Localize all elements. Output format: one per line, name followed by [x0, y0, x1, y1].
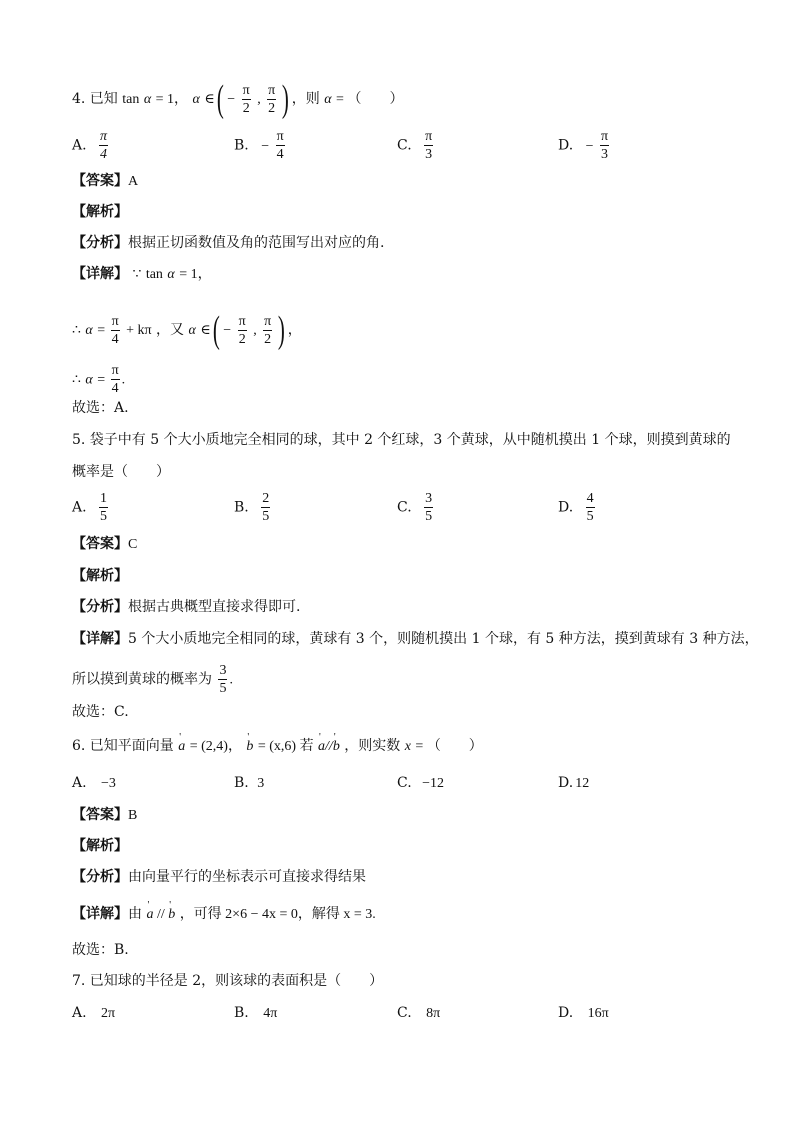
- minus-sign: −: [227, 92, 236, 107]
- q5-fenxi: [72, 597, 300, 617]
- fenxi-text: 由向量平行的坐标表示可直接求得结果: [128, 869, 366, 885]
- numerator: π: [264, 313, 272, 329]
- fraction-pi-over-4: [111, 362, 120, 397]
- xiangjie-text: 5 个大小质地完全相同的球，黄球有 3 个，则随机摸出 1 个球，有 5 种方法，摸到黄球有 3 种方法，: [128, 631, 759, 647]
- q5-option-c: [397, 490, 435, 525]
- q5-stem-line1: 5. 袋子中有 5 个大小质地完全相同的球，其中 2 个红球，3 个黄球，从中随机摸出 1 个球，则摸到黄球的: [72, 432, 731, 448]
- alpha-symbol: α: [324, 92, 332, 107]
- option-letter: A.: [72, 775, 87, 791]
- fenxi-label: 【分析】: [72, 235, 128, 251]
- option-letter: B.: [234, 137, 249, 154]
- denominator: 5: [586, 509, 594, 524]
- q5-option-a: [72, 490, 110, 525]
- equals: =: [97, 372, 109, 388]
- q6-xiangjie: [72, 904, 376, 925]
- q4-analysis-label: 【解析】: [72, 204, 128, 220]
- q5-answer: [72, 534, 137, 555]
- denominator: 5: [262, 509, 270, 524]
- denominator: 2: [268, 100, 276, 116]
- vector-b: ' b: [246, 737, 253, 757]
- numerator: 3: [219, 663, 227, 678]
- option-letter: B.: [234, 775, 249, 791]
- numerator: π: [242, 82, 250, 98]
- answer-blank: （ ）: [426, 738, 483, 754]
- numerator: π: [276, 129, 284, 144]
- q6-option-a: [72, 773, 116, 794]
- right-paren: ): [277, 309, 285, 351]
- alpha-symbol: α: [143, 92, 152, 107]
- option-letter: A.: [72, 1005, 87, 1021]
- denominator: 4: [276, 147, 284, 162]
- q7-option-d: [558, 1003, 609, 1024]
- fraction-pi-over-2: [238, 313, 247, 348]
- q5-xiangjie-line2: [72, 662, 233, 697]
- vector-b-value: = (x,6) 若: [257, 739, 314, 754]
- answer-label: 【答案】: [72, 807, 128, 823]
- numerator: π: [100, 129, 108, 144]
- option-fraction: [261, 490, 270, 525]
- answer-label: 【答案】: [72, 536, 128, 552]
- alpha-symbol: α: [188, 323, 196, 338]
- q5-analysis-label: 【解析】: [72, 568, 128, 584]
- alpha-symbol: α: [192, 92, 200, 107]
- denominator: 4: [100, 147, 108, 162]
- q6-conclusion: 故选：B.: [72, 942, 129, 958]
- comma: ,: [257, 92, 261, 107]
- denominator: 3: [601, 147, 609, 162]
- numerator: π: [111, 363, 119, 378]
- option-fraction: [424, 490, 433, 525]
- option-value: 8π: [426, 1006, 441, 1021]
- option-letter: A.: [72, 499, 87, 516]
- numerator: 2: [262, 491, 270, 506]
- element-of: ∈: [204, 92, 219, 107]
- option-fraction: [276, 128, 285, 163]
- q7-option-a: [72, 1003, 115, 1024]
- option-letter: D.: [558, 499, 574, 516]
- eq-one: = 1，: [155, 92, 189, 107]
- xiangjie-label: 【详解】: [72, 906, 128, 922]
- q6-stem: [72, 736, 483, 757]
- vector-a-value: = (2,4)，: [189, 739, 242, 754]
- q6-analysis-label: 【解析】: [72, 838, 128, 854]
- denominator: 2: [242, 100, 250, 116]
- q4-option-d: [558, 128, 611, 163]
- q6-stem-prefix: 6. 已知平面向量: [72, 738, 174, 754]
- numerator: π: [111, 313, 119, 329]
- parallel-symbol: //: [153, 907, 169, 922]
- option-letter: B.: [234, 1005, 249, 1021]
- option-letter: A.: [72, 137, 87, 154]
- option-letter: D.: [558, 137, 574, 154]
- vector-a: ' a: [318, 737, 325, 757]
- denominator: 4: [111, 331, 119, 347]
- option-value: 3: [257, 776, 265, 791]
- q7-option-c: [397, 1003, 440, 1024]
- you-text: 由: [128, 906, 142, 922]
- denominator: 4: [111, 381, 119, 396]
- numerator: π: [268, 82, 276, 98]
- q6-option-d: [558, 773, 589, 794]
- then-text: ，则实数: [344, 738, 401, 754]
- minus-sign: −: [261, 138, 270, 154]
- option-value: 4π: [263, 1006, 278, 1021]
- left-paren: (: [217, 78, 224, 120]
- q5-option-d: [558, 490, 597, 525]
- option-fraction: [586, 490, 595, 525]
- comma: ，: [287, 322, 302, 338]
- q4-step-3: [72, 362, 125, 397]
- alpha-symbol: α: [85, 323, 93, 338]
- q4-stem: [72, 80, 403, 118]
- answer-value: B: [128, 808, 138, 823]
- xiangjie-label: 【详解】: [72, 266, 128, 282]
- xiangjie-text: ，可得 2×6 − 4x = 0，解得 x = 3.: [179, 907, 376, 922]
- fraction-pi-over-2: [267, 82, 276, 117]
- therefore-symbol: ∴: [72, 323, 81, 338]
- option-letter: B.: [234, 499, 249, 516]
- option-letter: C.: [397, 499, 412, 516]
- option-value: 12: [575, 776, 590, 791]
- xiangjie-label: 【详解】: [72, 631, 128, 647]
- because-symbol: ∵: [132, 267, 142, 282]
- numerator: π: [425, 129, 433, 144]
- left-paren: (: [213, 309, 220, 351]
- denominator: 3: [425, 147, 433, 162]
- option-value: 16π: [587, 1006, 609, 1021]
- option-value: −3: [101, 776, 116, 791]
- q6-option-b: [234, 773, 264, 794]
- right-paren: ): [281, 78, 289, 120]
- fenxi-text: 根据正切函数值及角的范围写出对应的角.: [128, 235, 385, 251]
- numerator: π: [601, 129, 609, 144]
- probability-fraction: [218, 662, 227, 697]
- equals: =: [336, 92, 348, 107]
- tan-function: tan: [122, 92, 140, 107]
- minus-sign: −: [223, 323, 232, 338]
- answer-blank: （ ）: [347, 91, 404, 107]
- q4-step-2: [72, 311, 302, 349]
- numerator: 1: [100, 491, 108, 506]
- fenxi-label: 【分析】: [72, 869, 128, 885]
- answer-value: C: [128, 537, 138, 552]
- answer-value: A: [128, 174, 139, 189]
- fraction-pi-over-2: [263, 313, 272, 348]
- vector-b: ' b: [168, 905, 175, 925]
- option-fraction: [99, 128, 108, 163]
- also-text: ，又: [156, 322, 185, 338]
- q6-fenxi: [72, 867, 366, 887]
- vector-a: ' a: [146, 905, 153, 925]
- option-letter: C.: [397, 137, 412, 154]
- plus-k-pi: + kπ: [126, 323, 152, 338]
- denominator: 5: [100, 509, 108, 524]
- fraction-pi-over-4: [111, 313, 120, 348]
- alpha-symbol: α: [167, 267, 175, 282]
- fenxi-label: 【分析】: [72, 599, 128, 615]
- q5-option-b: [234, 490, 272, 525]
- numerator: 3: [425, 491, 433, 506]
- denominator: 2: [264, 331, 272, 347]
- option-value: 2π: [101, 1006, 116, 1021]
- alpha-symbol: α: [85, 372, 93, 388]
- q4-option-a: [72, 128, 110, 163]
- q5-stem-line2: 概率是（ ）: [72, 464, 170, 480]
- numerator: π: [238, 313, 246, 329]
- parallel-symbol: //: [325, 739, 333, 754]
- q7-option-b: [234, 1003, 277, 1024]
- eq-one: = 1，: [179, 267, 212, 282]
- option-fraction: [600, 128, 609, 163]
- tan-function: tan: [145, 267, 163, 282]
- minus-sign: −: [585, 138, 594, 154]
- equals: =: [415, 739, 427, 754]
- period: .: [121, 372, 126, 388]
- q4-stem-prefix: 4. 已知: [72, 91, 118, 107]
- q4-fenxi: [72, 233, 384, 253]
- option-letter: D.: [558, 775, 574, 791]
- denominator: 5: [425, 509, 433, 524]
- equals: =: [97, 323, 109, 338]
- option-fraction: [424, 128, 433, 163]
- denominator: 5: [219, 681, 227, 696]
- option-letter: D.: [558, 1005, 574, 1021]
- option-fraction: [99, 490, 108, 525]
- fenxi-text: 根据古典概型直接求得即可.: [128, 599, 301, 615]
- option-letter: C.: [397, 1005, 412, 1021]
- denominator: 2: [238, 331, 246, 347]
- therefore-symbol: ∴: [72, 372, 81, 388]
- period: .: [229, 672, 233, 688]
- numerator: 4: [586, 491, 594, 506]
- q7-stem: 7. 已知球的半径是 2，则该球的表面积是（ ）: [72, 973, 384, 989]
- fraction-pi-over-2: [242, 82, 251, 117]
- comma: ,: [253, 323, 257, 338]
- option-letter: C.: [397, 775, 412, 791]
- q4-xiangjie: [72, 264, 212, 285]
- vector-b: ' b: [333, 737, 340, 757]
- q4-option-c: [397, 128, 435, 163]
- q4-answer: [72, 171, 138, 192]
- answer-label: 【答案】: [72, 173, 128, 189]
- element-of: ∈: [200, 323, 215, 338]
- then-text: ，则: [291, 91, 320, 107]
- q4-option-b: [234, 128, 287, 163]
- vector-a: ' a: [178, 737, 185, 757]
- xiangjie-text: 所以摸到黄球的概率为: [72, 671, 212, 688]
- q5-xiangjie: [72, 629, 759, 649]
- q4-conclusion: 故选：A.: [72, 400, 129, 416]
- q6-answer: [72, 805, 137, 826]
- variable-x: x: [404, 739, 411, 754]
- q6-option-c: [397, 773, 444, 794]
- q5-conclusion: 故选：C.: [72, 704, 129, 720]
- option-value: −12: [422, 776, 445, 791]
